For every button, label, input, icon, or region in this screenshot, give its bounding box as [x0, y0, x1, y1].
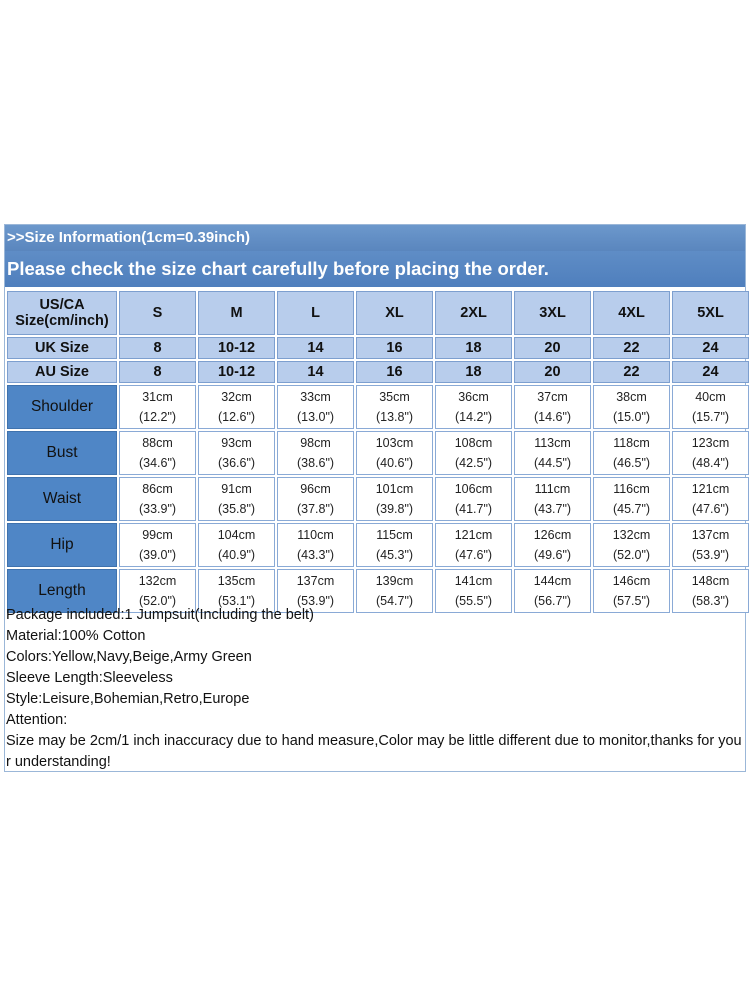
measurement-cell	[277, 431, 354, 475]
inch-value: (39.0")	[138, 548, 177, 562]
cm-value: 35cm	[379, 390, 410, 404]
au-size-cell: 10-12	[198, 361, 275, 383]
inch-value: (47.6")	[691, 502, 730, 516]
cm-value: 98cm	[300, 436, 331, 450]
inch-value: (40.6")	[375, 456, 414, 470]
uk-size-cell: 24	[672, 337, 749, 359]
measurement-cell	[356, 385, 433, 429]
measurement-cell	[514, 523, 591, 567]
cm-value: 104cm	[217, 528, 256, 542]
cm-value: 121cm	[454, 528, 493, 542]
size-header-cell: L	[277, 291, 354, 335]
inch-value: (15.7")	[691, 410, 730, 424]
measurement-cell	[119, 385, 196, 429]
inch-value: (40.9")	[217, 548, 256, 562]
measurement-cell	[514, 385, 591, 429]
inch-value: (14.6")	[533, 410, 572, 424]
cm-value: 106cm	[454, 482, 493, 496]
uk-size-cell: 18	[435, 337, 512, 359]
au-size-cell: 24	[672, 361, 749, 383]
measurement-cell	[672, 431, 749, 475]
cm-value: 121cm	[691, 482, 730, 496]
measurement-cell	[356, 523, 433, 567]
size-header-cell: 3XL	[514, 291, 591, 335]
uk-size-cell: 8	[119, 337, 196, 359]
inch-value: (43.7")	[533, 502, 572, 516]
measurement-cell	[672, 523, 749, 567]
au-size-row	[7, 361, 749, 383]
cm-value: 96cm	[300, 482, 331, 496]
cm-value: 101cm	[375, 482, 414, 496]
inch-value: (52.0")	[138, 594, 177, 608]
cm-value: 99cm	[142, 528, 173, 542]
inch-value: (41.7")	[454, 502, 493, 516]
measurement-label: Length	[7, 569, 117, 613]
attention-note: Attention:	[6, 712, 68, 728]
size-header-cell: XL	[356, 291, 433, 335]
measurement-row	[7, 523, 749, 567]
uk-size-cell: 20	[514, 337, 591, 359]
measurement-label: Hip	[7, 523, 117, 567]
measurement-label: Shoulder	[7, 385, 117, 429]
size-header-cell: 5XL	[672, 291, 749, 335]
au-size-cell: 22	[593, 361, 670, 383]
cm-value: 144cm	[533, 574, 572, 588]
cm-value: 123cm	[691, 436, 730, 450]
cm-value: 113cm	[534, 436, 571, 450]
size-header-cell: M	[198, 291, 275, 335]
inch-value: (48.4")	[691, 456, 730, 470]
corner-header-cell	[7, 291, 117, 335]
cm-value: 132cm	[138, 574, 177, 588]
cm-value: 146cm	[612, 574, 651, 588]
measurement-cell	[277, 385, 354, 429]
uk-size-cell: 10-12	[198, 337, 275, 359]
inch-value: (15.0")	[612, 410, 651, 424]
inch-value: (52.0")	[612, 548, 651, 562]
inch-value: (46.5")	[612, 456, 651, 470]
uk-size-cell: 14	[277, 337, 354, 359]
inch-value: (45.3")	[375, 548, 414, 562]
inch-value: (53.9")	[296, 594, 335, 608]
au-size-cell: 14	[277, 361, 354, 383]
uk-size-label: UK Size	[7, 337, 117, 359]
measurement-cell	[277, 477, 354, 521]
corner-label-unit: Size(cm/inch)	[15, 313, 109, 329]
measurement-cell	[514, 477, 591, 521]
cm-value: 33cm	[300, 390, 331, 404]
cm-value: 115cm	[376, 528, 413, 542]
inch-value: (45.7")	[612, 502, 651, 516]
size-header-cell: 2XL	[435, 291, 512, 335]
cm-value: 110cm	[297, 528, 334, 542]
cm-value: 111cm	[534, 482, 571, 496]
measurement-cell	[435, 385, 512, 429]
corner-label-us: US/CA	[39, 297, 85, 313]
inch-value: (12.6")	[217, 410, 256, 424]
au-size-cell: 8	[119, 361, 196, 383]
inch-value: (44.5")	[533, 456, 572, 470]
inch-value: (54.7")	[375, 594, 414, 608]
cm-value: 32cm	[221, 390, 252, 404]
cm-value: 40cm	[695, 390, 726, 404]
disclaimer-note: Size may be 2cm/1 inch inaccuracy due to hand measure,Color may be little different due to monitor,thanks for your understanding!	[6, 733, 742, 770]
measurement-cell	[672, 477, 749, 521]
measurement-cell	[198, 385, 275, 429]
cm-value: 116cm	[613, 482, 650, 496]
measurement-cell	[435, 523, 512, 567]
measurement-cell	[593, 385, 670, 429]
inch-value: (57.5")	[612, 594, 651, 608]
inch-value: (35.8")	[217, 502, 256, 516]
measurement-row	[7, 477, 749, 521]
measurement-cell	[593, 477, 670, 521]
cm-value: 31cm	[142, 390, 173, 404]
cm-value: 141cm	[454, 574, 493, 588]
style-note: Style:Leisure,Bohemian,Retro,Europe	[6, 691, 250, 707]
cm-value: 86cm	[142, 482, 173, 496]
cm-value: 108cm	[454, 436, 493, 450]
au-size-label: AU Size	[7, 361, 117, 383]
inch-value: (38.6")	[296, 456, 335, 470]
cm-value: 38cm	[616, 390, 647, 404]
inch-value: (39.8")	[375, 502, 414, 516]
cm-value: 139cm	[375, 574, 414, 588]
size-header-cell: 4XL	[593, 291, 670, 335]
uk-size-row	[7, 337, 749, 359]
cm-value: 88cm	[142, 436, 173, 450]
measurement-row	[7, 385, 749, 429]
measurement-cell	[198, 431, 275, 475]
inch-value: (58.3")	[691, 594, 730, 608]
inch-value: (13.0")	[296, 410, 335, 424]
cm-value: 37cm	[537, 390, 568, 404]
measurement-cell	[356, 477, 433, 521]
au-size-cell: 16	[356, 361, 433, 383]
cm-value: 148cm	[691, 574, 730, 588]
colors-note: Colors:Yellow,Navy,Beige,Army Green	[6, 649, 252, 665]
measurement-cell	[198, 523, 275, 567]
cm-value: 135cm	[217, 574, 256, 588]
measurement-cell	[593, 523, 670, 567]
au-size-cell: 18	[435, 361, 512, 383]
inch-value: (49.6")	[533, 548, 572, 562]
inch-value: (47.6")	[454, 548, 493, 562]
measurement-label: Waist	[7, 477, 117, 521]
au-size-cell: 20	[514, 361, 591, 383]
inch-value: (33.9")	[138, 502, 177, 516]
measurement-cell	[356, 431, 433, 475]
inch-value: (53.9")	[691, 548, 730, 562]
inch-value: (36.6")	[217, 456, 256, 470]
cm-value: 91cm	[221, 482, 252, 496]
inch-value: (43.3")	[296, 548, 335, 562]
size-header-cell: S	[119, 291, 196, 335]
size-info-header: >>Size Information(1cm=0.39inch)	[5, 225, 745, 251]
measurement-cell	[119, 523, 196, 567]
inch-value: (55.5")	[454, 594, 493, 608]
measurement-cell	[435, 477, 512, 521]
inch-value: (12.2")	[138, 410, 177, 424]
cm-value: 137cm	[691, 528, 730, 542]
size-chart	[4, 224, 746, 772]
cm-value: 36cm	[458, 390, 489, 404]
size-header-row	[7, 291, 749, 335]
uk-size-cell: 22	[593, 337, 670, 359]
cm-value: 132cm	[612, 528, 651, 542]
package-note: Package included:1 Jumpsuit(Including the belt)	[6, 607, 314, 623]
inch-value: (34.6")	[138, 456, 177, 470]
uk-size-cell: 16	[356, 337, 433, 359]
size-notice-header: Please check the size chart carefully before placing the order.	[5, 251, 745, 287]
inch-value: (14.2")	[454, 410, 493, 424]
inch-value: (53.1")	[217, 594, 256, 608]
inch-value: (56.7")	[533, 594, 572, 608]
measurement-cell	[672, 385, 749, 429]
inch-value: (37.8")	[296, 502, 335, 516]
measurement-cell	[198, 477, 275, 521]
cm-value: 103cm	[375, 436, 414, 450]
measurement-label: Bust	[7, 431, 117, 475]
sleeve-note: Sleeve Length:Sleeveless	[6, 670, 173, 686]
cm-value: 118cm	[613, 436, 650, 450]
measurement-cell	[119, 477, 196, 521]
cm-value: 137cm	[296, 574, 335, 588]
measurement-cell	[435, 431, 512, 475]
measurement-cell	[277, 523, 354, 567]
cm-value: 93cm	[221, 436, 252, 450]
measurement-cell	[593, 431, 670, 475]
product-notes	[6, 605, 744, 773]
inch-value: (42.5")	[454, 456, 493, 470]
measurement-cell	[119, 431, 196, 475]
measurement-row	[7, 431, 749, 475]
material-note: Material:100% Cotton	[6, 628, 146, 644]
inch-value: (13.8")	[375, 410, 414, 424]
cm-value: 126cm	[533, 528, 572, 542]
measurement-cell	[514, 431, 591, 475]
size-table	[5, 289, 750, 615]
